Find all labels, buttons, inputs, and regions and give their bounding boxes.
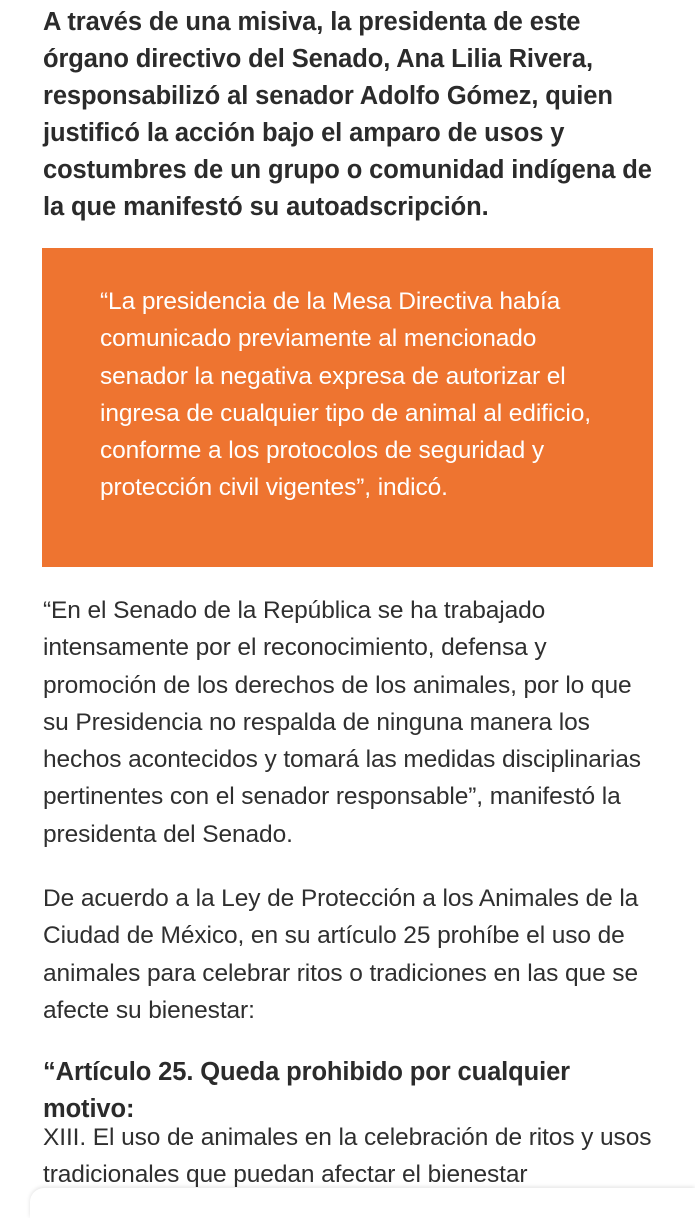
pull-quote-text: “La presidencia de la Mesa Directiva había comunicado previamente al mencionado senador la negativa expresa de autorizar el ingresa de cualquier tipo de animal al edificio, conforme a los protocolos de seguridad y protección civil vigentes”, indicó. bbox=[100, 288, 591, 502]
body-paragraph: “En el Senado de la República se ha trabajado intensamente por el reconocimiento, defensa y promoción de los derechos de los animales, por lo que su Presidencia no respalda de ninguna manera los hechos acontecidos y tomará las medidas disciplinarias pertinentes con el senador responsable”, manifestó la presidenta del Senado. bbox=[43, 597, 641, 848]
pull-quote bbox=[42, 248, 653, 567]
body-paragraph: XIII. El uso de animales en la celebración de ritos y usos tradicionales que puedan afectar el bienestar bbox=[43, 1124, 652, 1189]
article-heading: “Artículo 25. Queda prohibido por cualquier motivo: bbox=[43, 1058, 571, 1124]
lead-paragraph: A través de una misiva, la presidenta de este órgano directivo del Senado, Ana Lilia Rivera, responsabilizó al senador Adolfo Gómez, quien justificó la acción bajo el amparo de usos y costumbres de un grupo o comunidad indígena de la que manifestó su autoadscripción. bbox=[43, 8, 652, 221]
bottom-sheet-edge bbox=[30, 1188, 695, 1218]
body-paragraph: De acuerdo a la Ley de Protección a los Animales de la Ciudad de México, en su artículo 25 prohíbe el uso de animales para celebrar ritos o tradiciones en las que se afecte su bienestar: bbox=[43, 885, 639, 1024]
article-body bbox=[43, 0, 658, 226]
